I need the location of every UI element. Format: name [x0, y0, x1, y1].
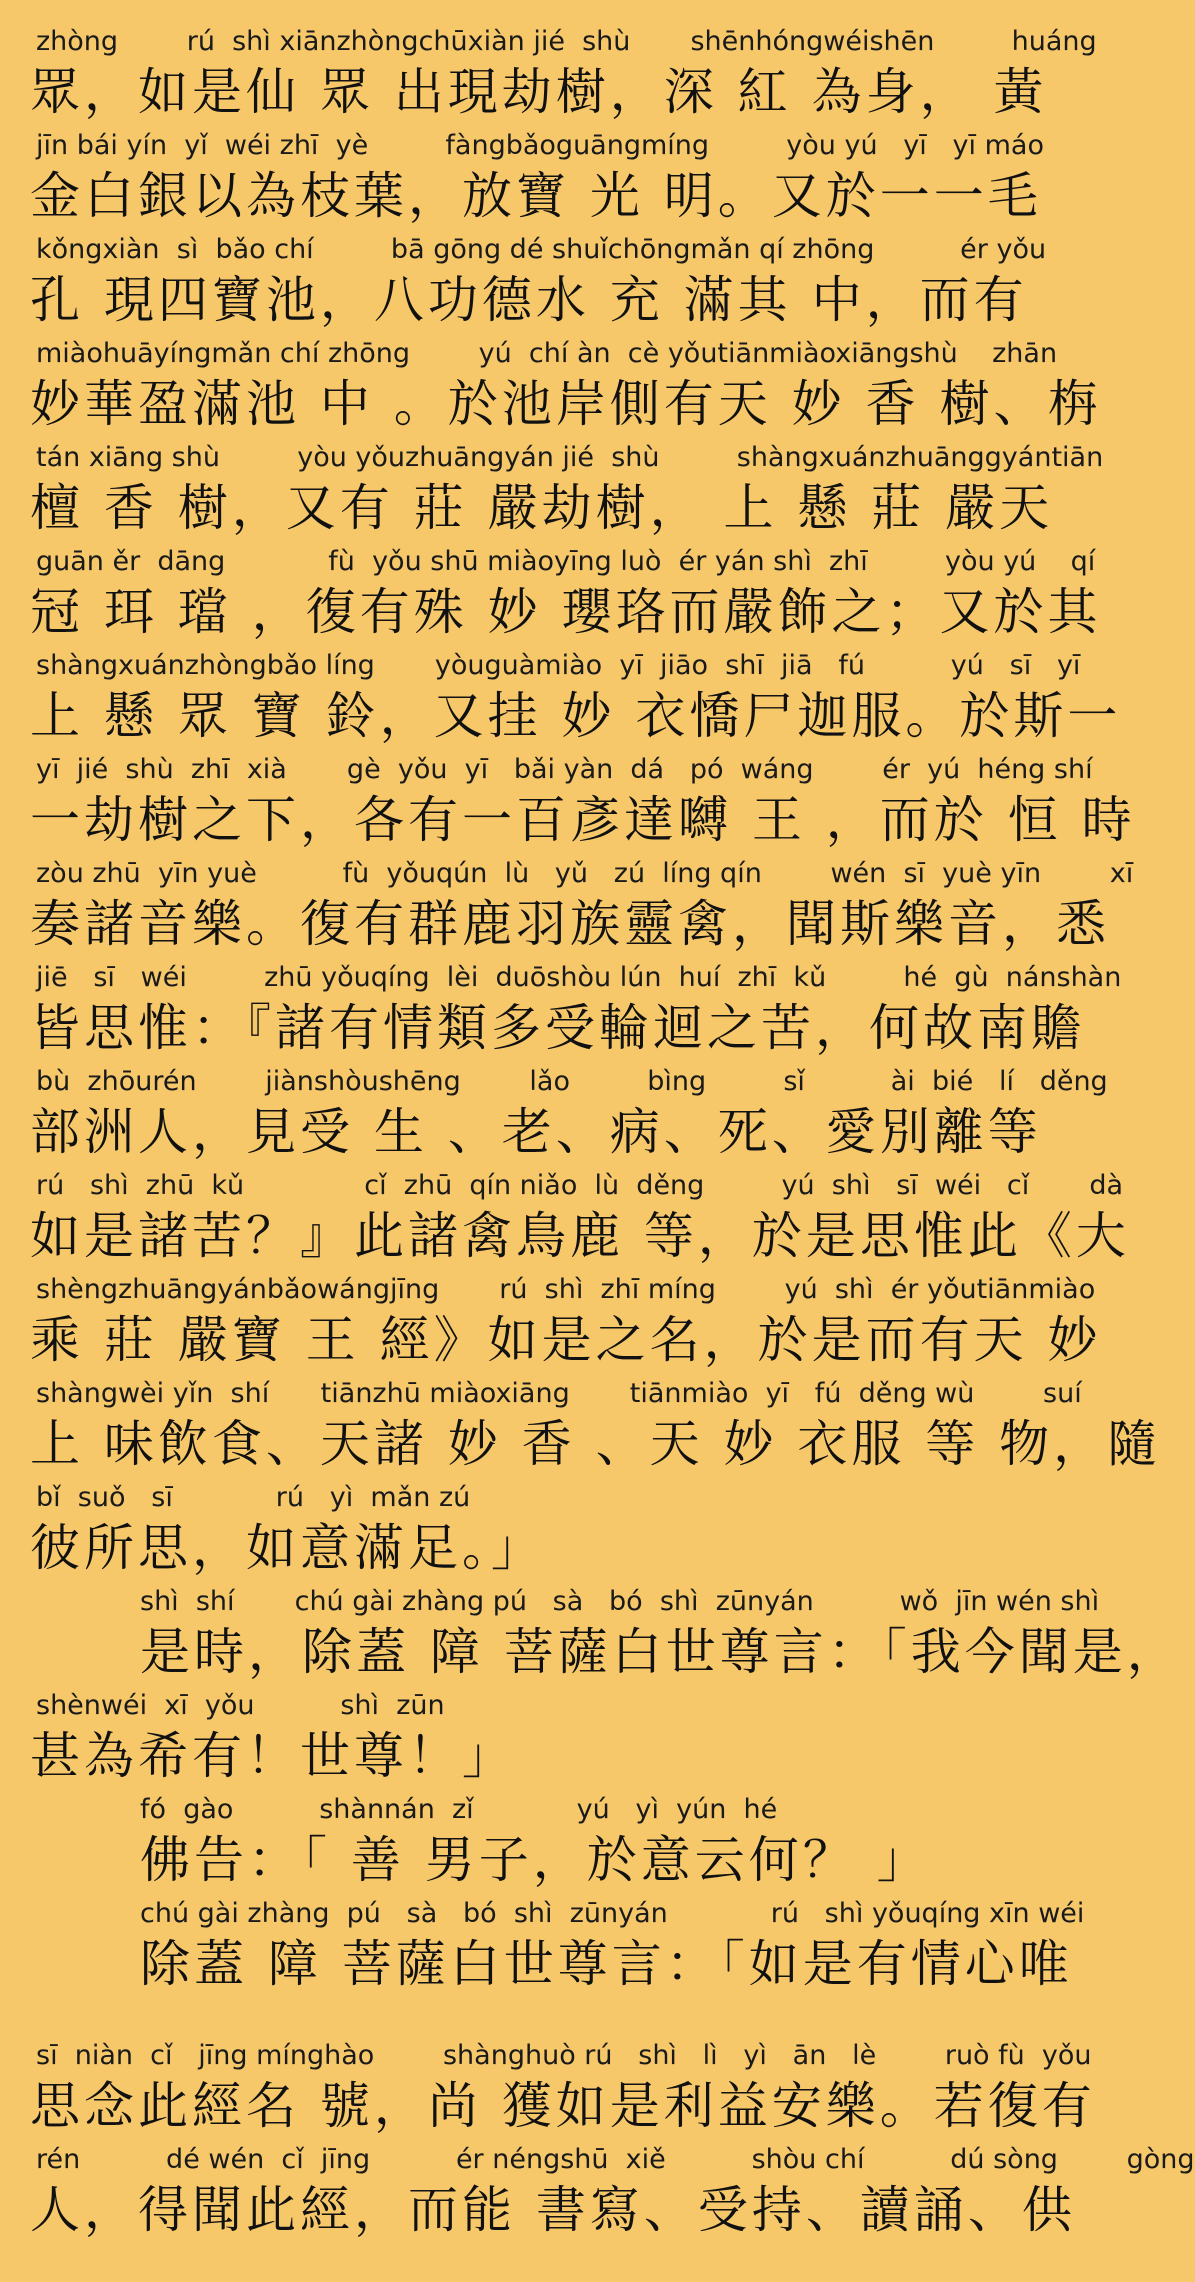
- hanzi-row: 佛告：「 善 男子，於意云何？ 」: [140, 1831, 931, 1889]
- pinyin-row: chú gài zhàng pú sà bó shì zūnyán rú shì yǒuqíng xīn wéi: [140, 1898, 1085, 1929]
- pinyin-row: jiē sī wéi zhū yǒuqíng lèi duōshòu lún huí zhī kǔ hé gù nánshàn: [36, 962, 1122, 993]
- hanzi-row: 奏諸音樂。復有群鹿羽族靈禽，聞斯樂音，悉: [30, 895, 1110, 953]
- pinyin-row: zhòng rú shì xiānzhòngchūxiàn jié shù shēnhóngwéishēn huáng: [36, 26, 1097, 57]
- hanzi-row: 冠 珥 璫 ，復有殊 妙 瓔珞而嚴飾之；又於其: [30, 583, 1102, 641]
- hanzi-row: 如是諸苦？』此諸禽鳥鹿 等，於是思惟此《大: [30, 1207, 1130, 1265]
- pinyin-row: shàngxuánzhòngbǎo líng yòuguàmiào yī jiāo shī jiā fú yú sī yī: [36, 650, 1081, 681]
- pinyin-row: zòu zhū yīn yuè fù yǒuqún lù yǔ zú líng qín wén sī yuè yīn xī: [36, 858, 1134, 889]
- pinyin-row: fó gào shànnán zǐ yú yì yún hé: [140, 1794, 778, 1825]
- hanzi-row: 妙華盈滿池 中 。於池岸側有天 妙 香 樹、栴: [30, 375, 1102, 433]
- pinyin-row: shènwéi xī yǒu shì zūn: [36, 1690, 445, 1721]
- hanzi-row: 人，得聞此經，而能 書寫、受持、讀誦、供: [30, 2181, 1076, 2239]
- pinyin-row: tán xiāng shù yòu yǒuzhuāngyán jié shù shàngxuánzhuānggyántiān: [36, 442, 1104, 473]
- hanzi-row: 除蓋 障 菩薩白世尊言：「如是有情心唯: [140, 1935, 1073, 1993]
- hanzi-row: 眾，如是仙 眾 出現劫樹，深 紅 為身， 黃: [30, 63, 1048, 121]
- hanzi-row: 甚為希有！世尊！」: [30, 1727, 516, 1785]
- pinyin-row: shàngwèi yǐn shí tiānzhū miàoxiāng tiānmiào yī fú děng wù suí: [36, 1378, 1082, 1409]
- pinyin-row: kǒngxiàn sì bǎo chí bā gōng dé shuǐchōngmǎn qí zhōng ér yǒu: [36, 234, 1047, 265]
- hanzi-row: 乘 莊 嚴寶 王 經》如是之名，於是而有天 妙: [30, 1311, 1102, 1369]
- pinyin-row: yī jié shù zhī xià gè yǒu yī bǎi yàn dá pó wáng ér yú héng shí: [36, 754, 1093, 785]
- hanzi-row: 彼所思，如意滿足。」: [30, 1519, 545, 1577]
- pinyin-row: bǐ suǒ sī rú yì mǎn zú: [36, 1482, 471, 1513]
- hanzi-row: 孔 現四寶池，八功德水 充 滿其 中，而有: [30, 271, 1028, 329]
- pinyin-row: bù zhōurén jiànshòushēng lǎo bìng sǐ ài bié lí děng: [36, 1066, 1108, 1097]
- pinyin-row: rú shì zhū kǔ cǐ zhū qín niǎo lù děng yú shì sī wéi cǐ dà: [36, 1170, 1124, 1201]
- hanzi-row: 檀 香 樹，又有 莊 嚴劫樹， 上 懸 莊 嚴天: [30, 479, 1054, 537]
- hanzi-row: 上 懸 眾 寶 鈴，又挂 妙 衣憍尸迦服。於斯一: [30, 687, 1122, 745]
- pinyin-row: miàohuāyíngmǎn chí zhōng yú chí àn cè yǒutiānmiàoxiāngshù zhān: [36, 338, 1058, 369]
- pinyin-row: rén dé wén cǐ jīng ér néngshū xiě shòu chí dú sòng gòng: [36, 2144, 1195, 2175]
- pinyin-row: jīn bái yín yǐ wéi zhī yè fàngbǎoguāngmíng yòu yú yī yī máo: [36, 130, 1044, 161]
- pinyin-row: shì shí chú gài zhàng pú sà bó shì zūnyán wǒ jīn wén shì: [140, 1586, 1100, 1617]
- hanzi-row: 金白銀以為枝葉，放寶 光 明。又於一一毛: [30, 167, 1042, 225]
- hanzi-row: 是時，除蓋 障 菩薩白世尊言：「我今聞是，: [140, 1623, 1181, 1681]
- hanzi-row: 一劫樹之下，各有一百彥達嚩 王 ，而於 恒 時: [30, 791, 1136, 849]
- pinyin-row: sī niàn cǐ jīng mínghào shànghuò rú shì lì yì ān lè ruò fù yǒu: [36, 2040, 1092, 2071]
- pinyin-row: shèngzhuāngyánbǎowángjīng rú shì zhī míng yú shì ér yǒutiānmiào: [36, 1274, 1096, 1305]
- hanzi-row: 皆思惟：『諸有情類多受輪迴之苦，何故南贍: [30, 999, 1085, 1057]
- hanzi-row: 上 味飲食、天諸 妙 香 、天 妙 衣服 等 物，隨: [30, 1415, 1162, 1473]
- hanzi-row: 思念此經名 號，尚 獲如是利益安樂。若復有: [30, 2077, 1096, 2135]
- hanzi-row: 部洲人，見受 生 、老、病、死、愛別離等: [30, 1103, 1042, 1161]
- pinyin-row: guān ěr dāng fù yǒu shū miàoyīng luò ér yán shì zhī yòu yú qí: [36, 546, 1096, 577]
